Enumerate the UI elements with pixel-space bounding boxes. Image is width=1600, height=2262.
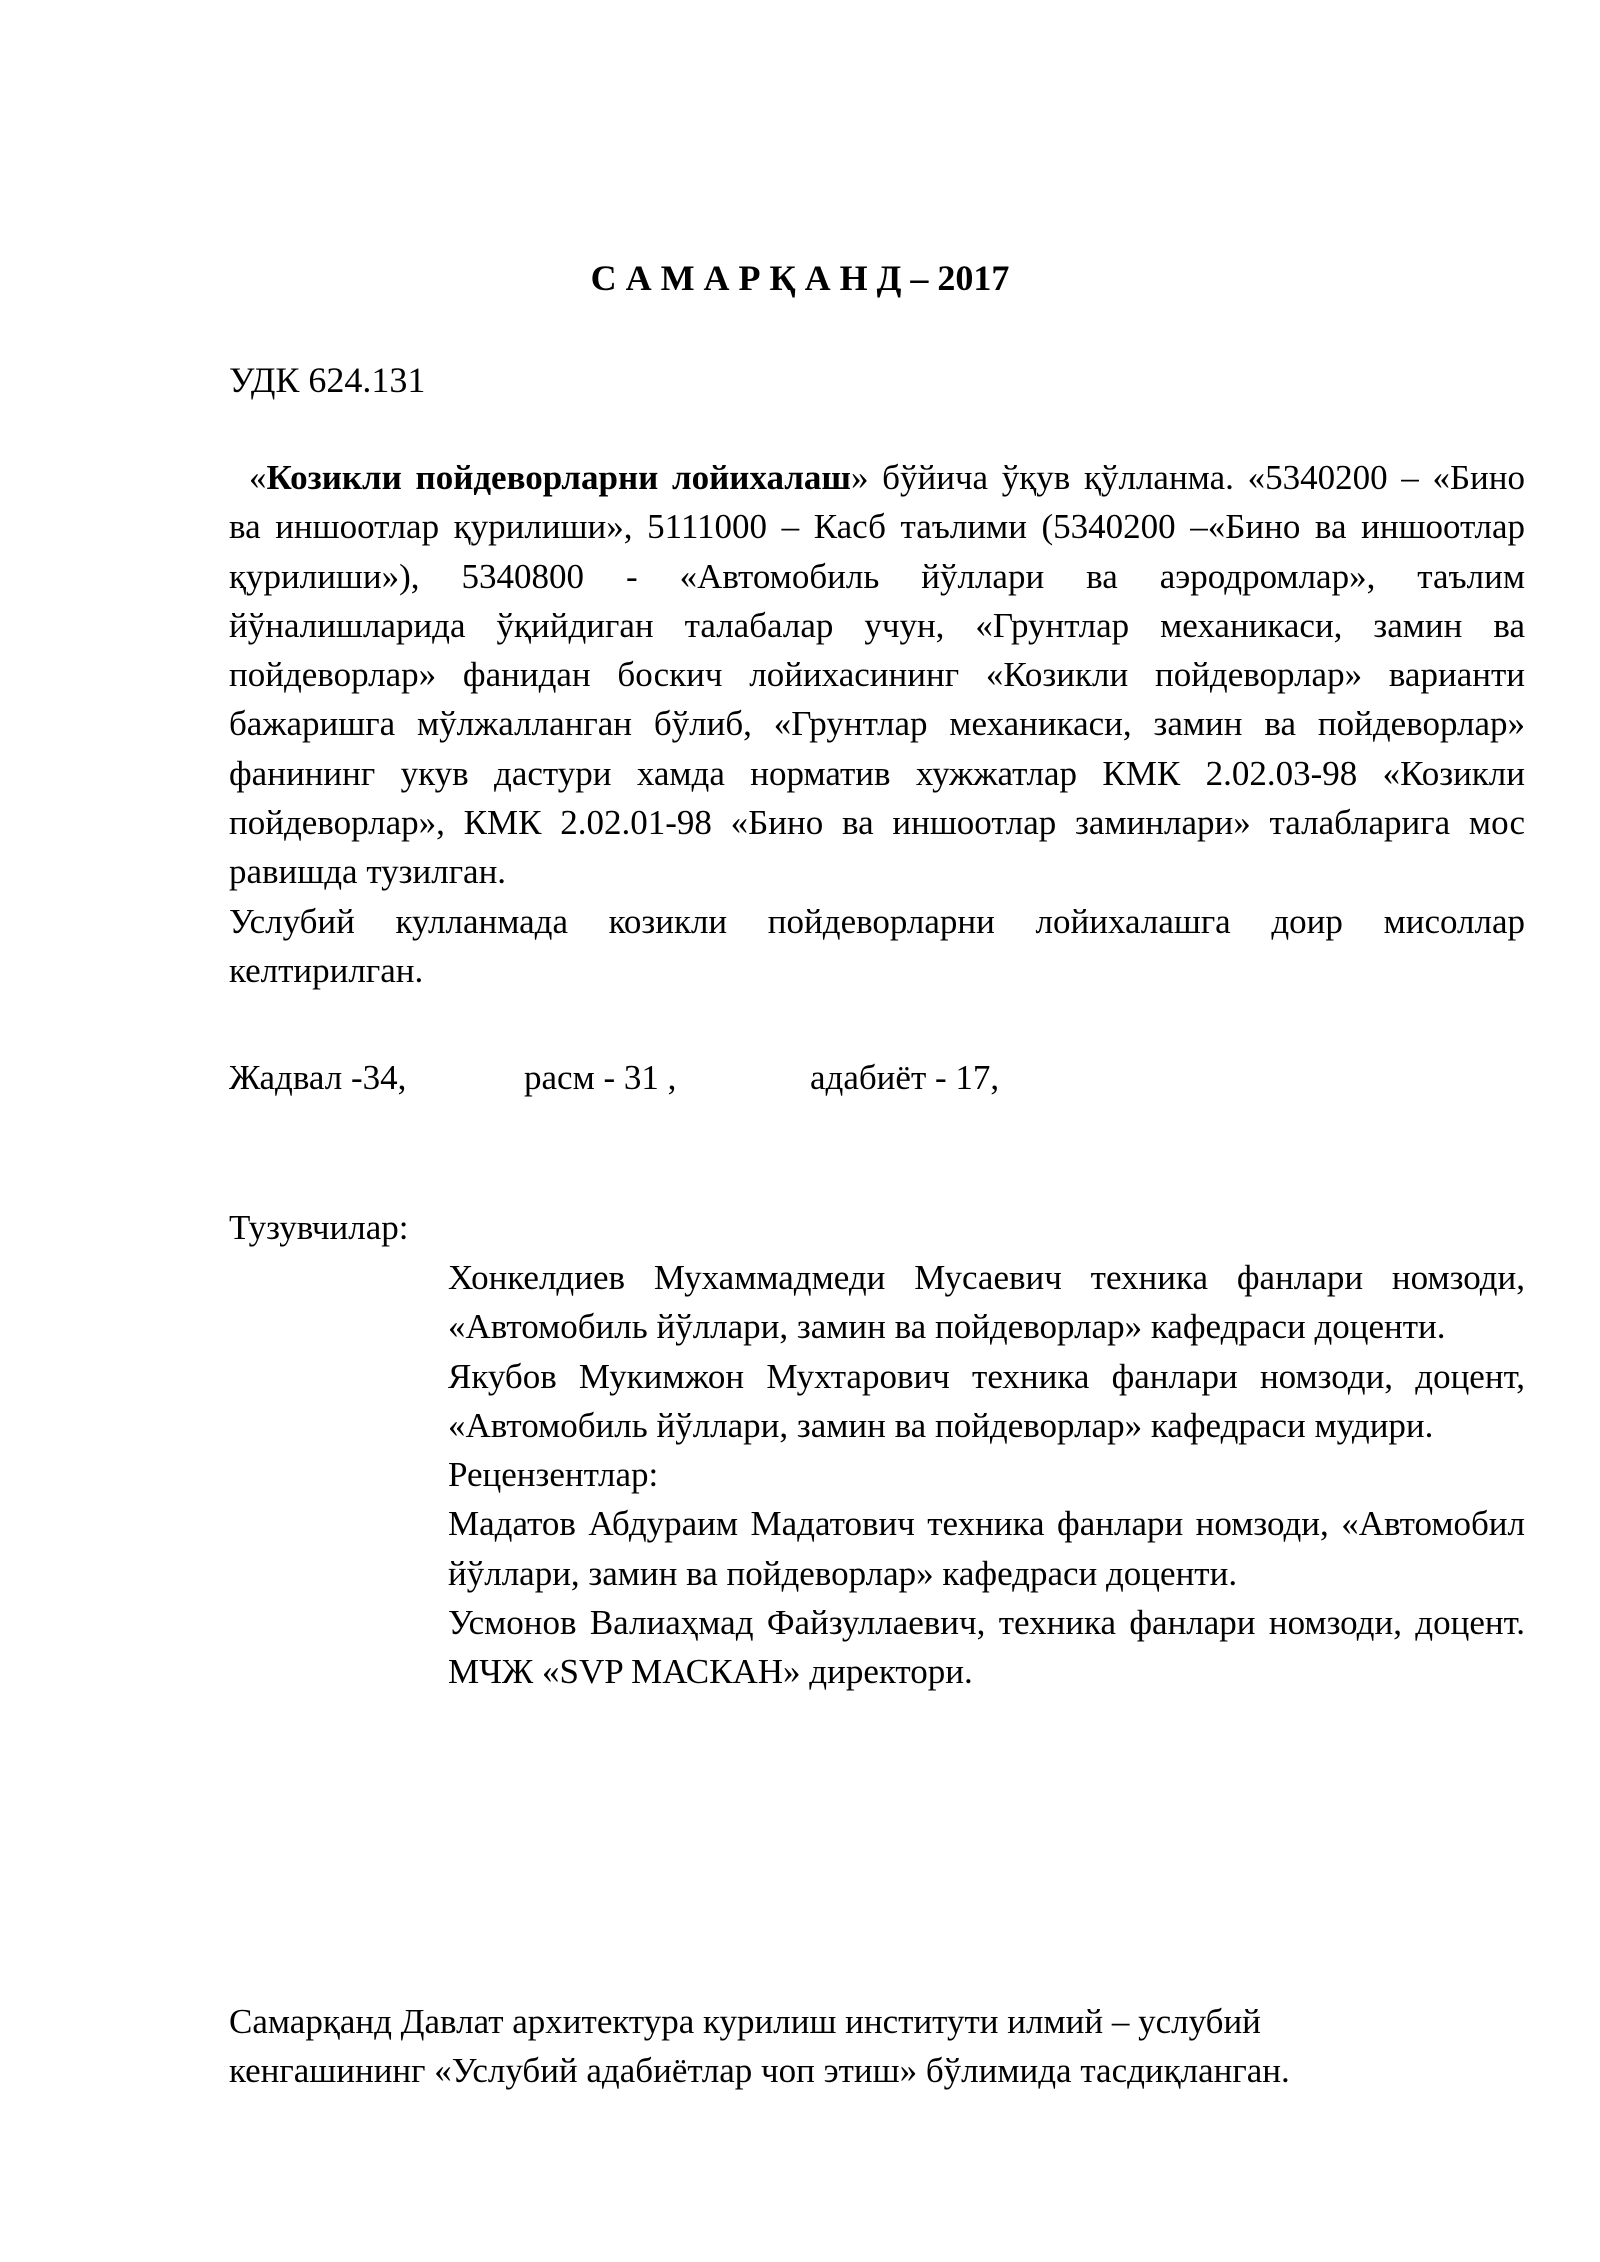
- annotation-second-paragraph: Услубий кулланмада козикли пойдеворларни лойихалашга доир мисоллар келтирилган.: [229, 901, 1525, 990]
- compilers-label: Тузувчилар:: [229, 1208, 409, 1247]
- approval-note: [229, 1997, 1429, 2095]
- compiler-entry: Якубов Мукимжон Мухтарович техника фанлари номзоди, доцент, «Автомобиль йўллари, замин ва пойдеворлар» кафедраси мудири.: [448, 1356, 1525, 1445]
- reviewer-entry: Усмонов Валиаҳмад Файзуллаевич, техника фанлари номзоди, доцент. МЧЖ «SVP МАСКАН» директори.: [448, 1603, 1525, 1692]
- annotation-title: Козикли пойдеворларни лойихалаш: [266, 458, 851, 497]
- reviewers-label: Рецензентлар:: [448, 1455, 659, 1495]
- people-list: [448, 1253, 1525, 1697]
- stats-figures: расм - 31 ,: [524, 1058, 677, 1097]
- udk-code: УДК 624.131: [229, 360, 426, 400]
- annotation-open-quote: «: [249, 458, 267, 497]
- approval-line: Самарқанд Давлат архитектура курилиш институти илмий – услубий: [229, 2002, 1261, 2041]
- stats-references: адабиёт - 17,: [810, 1058, 1000, 1097]
- compiler-entry: Хонкелдиев Мухаммадмеди Мусаевич техника фанлари номзоди, «Автомобиль йўллари, замин ва пойдеворлар» кафедраси доценти.: [448, 1258, 1525, 1347]
- annotation-body: » бўйича ўқув қўлланма. «5340200 – «Бино ва иншоотлар қурилиши», 5111000 – Касб таълими (5340200 –«Бино ва иншоотлар қурилиши»), 5340800 - «Автомобиль йўллари ва аэродромлар», таълим йўналишларида ўқийдиган талабалар учун, «Грунтлар механикаси, замин ва пойдеворлар» фанидан боскич лойихасининг «Козикли пойдеворлар» варианти бажаришга мўлжалланган бўлиб, «Грунтлар механикаси, замин ва пойдеворлар» фанининг укув дастури хамда норматив хужжатлар КМК 2.02.03-98 «Козикли пойдеворлар», КМК 2.02.01-98 «Бино ва иншоотлар заминлари» талабларига мос равишда тузилган.: [229, 458, 1525, 892]
- page-heading: С А М А Р Қ А Н Д – 2017: [590, 258, 1010, 298]
- reviewer-entry: Мадатов Абдураим Мадатович техника фанлари номзоди, «Автомобил йўллари, замин ва пойдеворлар» кафедраси доценти.: [448, 1504, 1525, 1593]
- annotation-paragraph: [229, 453, 1525, 897]
- approval-line: кенгашининг «Услубий адабиётлар чоп этиш» бўлимида тасдиқланган.: [229, 2051, 1290, 2090]
- stats-tables: Жадвал -34,: [229, 1058, 407, 1097]
- annotation: [229, 453, 1525, 995]
